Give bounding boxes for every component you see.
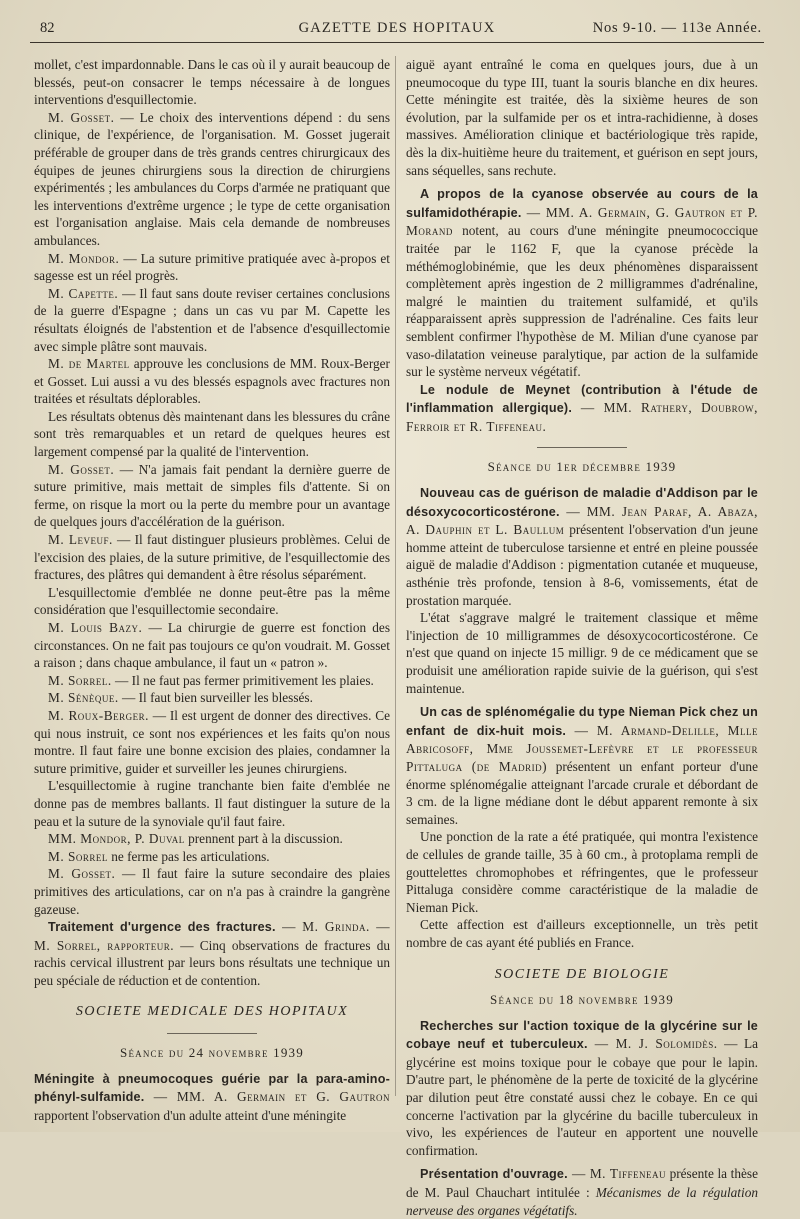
article-entry bbox=[406, 381, 758, 436]
article-title: Traitement d'urgence des fractures. bbox=[48, 920, 276, 935]
paragraph: M. Gosset. — N'a jamais fait pendant la dernière guerre de suture primitive, mais mettait de simples fils d'attente. Si on ferme, on risque la mort ou la perte du membre pour un avantage de quelques jours d'accélération de la guérison. bbox=[34, 461, 390, 530]
speaker-name: M. Mondor. bbox=[48, 250, 120, 266]
paragraph: aiguë ayant entraîné le coma en quelques jours, due à un pneumocoque du type III, tuant la souris blanche en dix heures. Cette méningite est traitée, dès la sixième heures de son évolution, par la sulfamide per os et intra-rachidienne, à doses massives. Amélioration clinique et bactériologique très rapide, dès la dix-huitième heure du traitement, et guérison en sept jours, sans séquelles, sans rechute. bbox=[406, 57, 758, 178]
speaker-name: M. Gosset. bbox=[48, 109, 115, 125]
article-authors: — MM. Jean Paraf, A. Abaza, A. Dauphin et L. Baullum bbox=[406, 503, 758, 538]
article-entry: Nouveau cas de guérison de maladie d'Addison par le désoxycocorticostérone. — MM. Jean Paraf, A. Abaza, A. Dauphin et L. Baullum présentent l'observation d'un jeune homme atteint de tuberculose tarsienne et entré en pleine poussée aiguë de maladie d'Addison : pigmentation cutanée et muqueuse, asthénie très profonde, tension à 8-6, vomissements, état de prostation marquée. bbox=[406, 486, 758, 608]
page-header bbox=[30, 18, 764, 43]
article-entry: A propos de la cyanose observée au cours de la sulfamidothérapie. — MM. A. Germain, G. Gautron et P. Morand notent, au cours d'une méningite pneumococcique traitée par le 1162 F, que la cyanose précède la méthémoglobinémie, que les deux phénomènes disparaissent complètement après ingestion de 2 milligrammes d'adrénaline, malgré le maintien du traitement sulfamidé, et qu'ils réapparaissent après suppression de l'adrénaline. Ces faits leur semblent confirmer l'hypothèse de M. Milian d'une cyanose par vaso-dilatation veineuse paralytique, par action de la sulfamide sur le système nerveux végétatif. bbox=[406, 187, 758, 380]
paragraph: M. Gosset. — Il faut faire la suture secondaire des plaies primitives des articulations, car on n'a pas à craindre la gangrène gazeuse. bbox=[34, 866, 390, 917]
paragraph: L'esquillectomie d'emblée ne donne peut-être pas la même considération que l'esquillectomie secondaire. bbox=[34, 584, 390, 618]
section-rule bbox=[167, 1033, 257, 1034]
book-title: Mécanismes de la régulation nerveuse des organes végétatifs. bbox=[406, 1185, 758, 1218]
article-title: Un cas de splénomégalie du type Nieman Pick chez un enfant de dix-huit mois. bbox=[406, 705, 758, 738]
page-number: 82 bbox=[40, 20, 55, 36]
speaker-name: MM. Mondor, P. Duval bbox=[48, 831, 185, 847]
article-entry: Un cas de splénomégalie du type Nieman Pick chez un enfant de dix-huit mois. — M. Armand-Delille, Mlle Abricosoff, Mme Joussemet-Lefèvre et le professeur Pittaluga (de Madrid) présentent un enfant porteur d'une énorme splénomégalie atteignant l'arcade crurale et débordant de 3 cm. de la ligne médiane dont le début apparent remonte à six semaines. bbox=[406, 705, 758, 827]
paragraph: M. Sorrel ne ferme pas les articulations. bbox=[48, 848, 270, 864]
article-title: Le nodule de Meynet (contribution à l'étude de l'inflammation allergique). bbox=[406, 382, 758, 416]
paragraph: M. Roux-Berger. — Il est urgent de donner des directives. Ce qui nous instruit, ce sont nos expériences et les faits qu'on nous montre. Il faut faire une bonne excision des plaies, condamner la suture primitive, guider et surveiller les jeunes chirurgiens. bbox=[34, 707, 390, 776]
paragraph: M. Leveuf. — Il faut distinguer plusieurs problèmes. Celui de l'excision des plaies, de la suture primitive, de l'esquillectomie des fractures, des plâtres qui demandent à être résolus séparément. bbox=[34, 532, 391, 583]
column-divider bbox=[395, 56, 396, 1096]
article-title: Nouveau cas de guérison de maladie d'Addison par le désoxycocorticostérone. bbox=[406, 486, 758, 519]
society-heading: SOCIETE MEDICALE DES HOPITAUX bbox=[75, 1004, 349, 1020]
speaker-name: M. Louis Bazy. bbox=[48, 620, 143, 635]
article-authors: — MM. A. Germain et G. Gautron bbox=[144, 1089, 390, 1105]
section-rule bbox=[537, 447, 627, 448]
session-date: Séance du 24 novembre 1939 bbox=[120, 1045, 304, 1061]
speaker-name: M. de Martel bbox=[48, 356, 130, 372]
session-date: Séance du 18 novembre 1939 bbox=[490, 992, 674, 1008]
paragraph: mollet, c'est impardonnable. Dans le cas où il y aurait beaucoup de blessés, peut-on consacrer le temps nécessaire à de longues interventions d'esquillectomie. bbox=[34, 57, 390, 108]
speaker-name: M. Sénèque. bbox=[48, 690, 119, 706]
left-column bbox=[34, 56, 390, 1124]
paragraph: L'état s'aggrave malgré le traitement classique et même l'injection de 10 milligrammes de désoxycocorticostérone. Ce n'est que quand on injecte 15 milligr. 9 de ce médicament que se produisit une amélioration rapide suivie de la guérison, qui s'est maintenue. bbox=[406, 610, 758, 696]
paragraph: M. Sorrel. — Il ne faut pas fermer primitivement les plaies. bbox=[48, 672, 374, 688]
speaker-name: M. Gosset. bbox=[48, 461, 115, 477]
article-title: Méningite à pneumocoques guérie par la para-amino-phényl-sulfamide. bbox=[34, 1071, 390, 1105]
article-title: Recherches sur l'action toxique de la glycérine sur le cobaye neuf et tuberculeux. bbox=[406, 1018, 758, 1052]
article-title: A propos de la cyanose observée au cours de la sulfamidothérapie. bbox=[406, 187, 758, 220]
speaker-name: M. Gosset. bbox=[48, 866, 116, 882]
paragraph: Une ponction de la rate a été pratiquée, qui montra l'existence de cellules de grande taille, 35 à 60 cm., à protoplama rempli de gouttelettes chromophobes et réfringentes, que le professeur Pittaluga considère comme caractéristique de la maladie de Nieman Pick. bbox=[406, 829, 758, 915]
issue-number: Nos 9-10. — 113e Année. bbox=[592, 20, 762, 36]
article-authors: — M. Tiffeneau bbox=[567, 1166, 666, 1182]
paragraph: M. Capette. — Il faut sans doute reviser certaines conclusions de la guerre d'Espagne ; dans un cas vu par M. Capette les résultats éloignés de l'abstention et de l'absence d'esquillectomie avec simple plâtre sont mauvais. bbox=[34, 285, 390, 354]
speaker-name: M. Sorrel. bbox=[48, 672, 112, 688]
right-column bbox=[406, 56, 758, 1219]
paragraph: L'esquillectomie à rugine tranchante bien faite d'emblée ne donne pas de membres ballants. Il faut distinguer la suture de la peau et la suture de la synoviale qu'il faut faire. bbox=[34, 778, 390, 829]
paragraph: M. Louis Bazy. — La chirurgie de guerre est fonction des circonstances. On ne fait pas toujours ce qu'on voudrait. M. Gosset a raison ; dans chaque ambulance, il faut un « patron ». bbox=[34, 620, 391, 671]
article-title: Présentation d'ouvrage. bbox=[420, 1167, 568, 1182]
article-authors: — M. Grinda. — M. Sorrel, rapporteur. bbox=[34, 919, 390, 953]
article-authors: — M. J. Solomidès. bbox=[587, 1036, 718, 1052]
article-authors: — MM. A. Germain, G. Gautron et P. Morand bbox=[406, 204, 758, 239]
article-entry: Recherches sur l'action toxique de la glycérine sur le cobaye neuf et tuberculeux. — M. J. Solomidès. — La glycérine est moins toxique pour le cobaye que pour le lapin. D'autre part, le phénomène de la perte de toxicité de la glycérine par dilution peut être constaté aussi chez le cobaye. En ce qui concerne l'activation par la glycérine du bacille tuberculeux in vivo, les expériences de l'auteur en apportent une nouvelle confirmation. bbox=[406, 1018, 758, 1158]
journal-title: GAZETTE DES HOPITAUX bbox=[298, 20, 496, 36]
society-heading: SOCIETE DE BIOLOGIE bbox=[494, 966, 670, 982]
article-authors: — MM. Rathery, Doubrow, Ferroir et R. Tiffeneau. bbox=[406, 400, 758, 434]
speaker-name: M. Leveuf. bbox=[48, 532, 113, 548]
paragraph: M. Sénèque. — Il faut bien surveiller les blessés. bbox=[48, 690, 313, 706]
article-entry: Méningite à pneumocoques guérie par la para-amino-phényl-sulfamide. — MM. A. Germain et G. Gautron rapportent l'observation d'un adulte atteint d'une méningite bbox=[34, 1071, 390, 1123]
paragraph: Cette affection est d'ailleurs exceptionnelle, un très petit nombre de cas ayant été publiés en France. bbox=[406, 917, 758, 950]
speaker-name: M. Capette. bbox=[48, 285, 119, 301]
paragraph: Les résultats obtenus dès maintenant dans les blessures du crâne sont très remarquables et un retard de quelques heures est largement compensé par la qualité de l'intervention. bbox=[34, 408, 390, 460]
speaker-name: M. Sorrel bbox=[48, 848, 108, 864]
speaker-name: M. Roux-Berger. bbox=[48, 707, 149, 723]
paragraph: MM. Mondor, P. Duval prennent part à la discussion. bbox=[48, 831, 343, 847]
article-entry: Présentation d'ouvrage. — M. Tiffeneau présente la thèse de M. Paul Chauchart intitulée : Mécanismes de la régulation nerveuse des organes végétatifs. bbox=[406, 1166, 758, 1218]
paragraph: M. Mondor. — La suture primitive pratiquée avec à-propos et sagesse est un réel progrès. bbox=[34, 250, 390, 284]
paragraph: M. de Martel approuve les conclusions de MM. Roux-Berger et Gosset. Lui aussi a vu des blessés espagnols avec fractures non traitées et résultats déplorables. bbox=[34, 356, 390, 407]
paragraph: M. Gosset. — Le choix des interventions dépend : du sens clinique, de l'expérience, de l'organisation. M. Gosset jugerait préférable de grouper dans de très grands centres chirurgicaux des équipes de jeunes chirurgiens sous la direction de chirurgiens expérimentés ; les ambulances du Corps d'armée ne pratiquant que les interventions d'extrême urgence ; le type de cette organisation est l'organisation anglaise. Mais cela demande de nombreuses ambulances. bbox=[34, 109, 391, 248]
session-date: Séance du 1er décembre 1939 bbox=[487, 459, 677, 475]
article-entry: Traitement d'urgence des fractures. — M. Grinda. — M. Sorrel, rapporteur. — Cinq observations de fractures du rachis cervical illustrent par leurs bons résultats une technique un peu spéciale de réduction et de contention. bbox=[34, 919, 391, 988]
article-authors: — M. Armand-Delille, Mlle Abricosoff, Mme Joussemet-Lefèvre et le professeur Pittaluga (de Madrid) bbox=[406, 722, 758, 774]
